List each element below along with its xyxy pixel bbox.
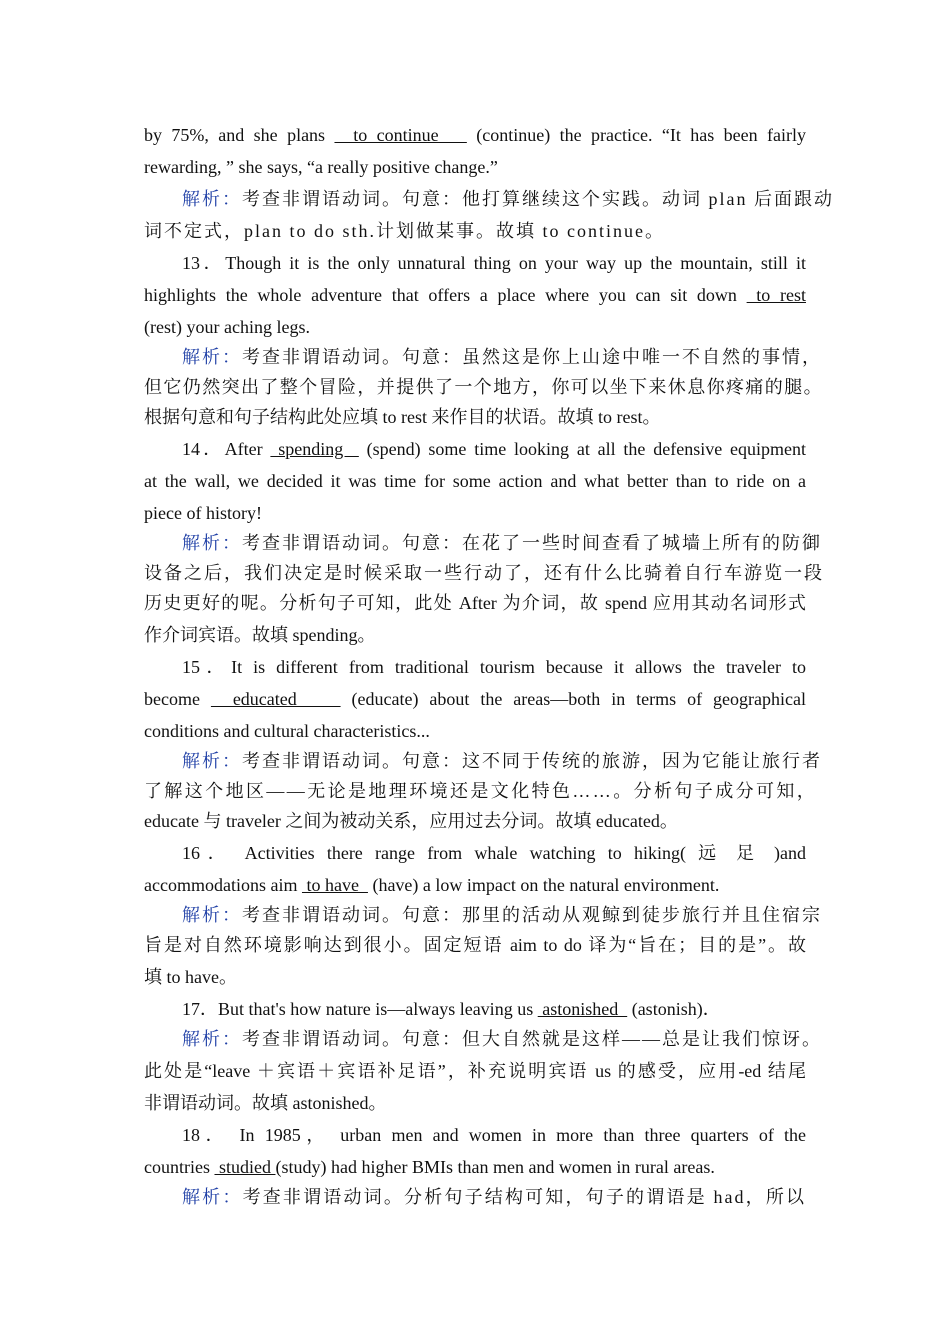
explanation-text: 考查非谓语动词。句意：虽然这是你上山途中唯一不自然的事情， (242, 347, 822, 367)
q13-explanation-3: 根据句意和句子结构此处应填 to rest 来作目的状语。故填 to rest。 (144, 407, 661, 427)
q16-text: accommodations aim (144, 875, 302, 895)
q18-line-1: 18． In 1985， urban men and women in more than three quarters of the (182, 1125, 806, 1145)
explanation-text: 考查非谓语动词。句意：在花了一些时间查看了城墙上所有的防御 (242, 533, 822, 553)
q18-text: countries (144, 1157, 215, 1177)
q16-explanation-1 (182, 900, 822, 930)
explanation-label: 解析： (182, 189, 242, 209)
q16-explanation-2: 旨是对自然环境影响达到很小。固定短语 aim to do 译为“旨在；目的是”。故 (144, 935, 806, 955)
q15-explanation-1 (182, 746, 822, 776)
q17-explanation-2: 此处是“leave ＋宾语＋宾语补足语”，补充说明宾语 us 的感受，应用-ed 结尾 (144, 1061, 806, 1081)
explanation-label: 解析： (182, 1029, 242, 1049)
explanation-label: 解析： (182, 1187, 243, 1207)
q17-explanation-3: 非谓语动词。故填 astonished。 (144, 1093, 387, 1113)
q18-line-2 (144, 1152, 806, 1182)
explanation-label: 解析： (182, 533, 242, 553)
q14-line-3: piece of history! (144, 503, 262, 523)
q14-explanation-1 (182, 528, 822, 558)
q13-answer: to rest (746, 285, 806, 305)
q18-answer: studied (214, 1157, 276, 1177)
q16-line-1: 16． Activities there range from whale watching to hiking( 远 足 )and (182, 843, 806, 863)
q16-text: (have) a low impact on the natural environment. (367, 875, 720, 895)
q13-text: highlights the whole adventure that offers a place where you can sit down (144, 285, 747, 305)
q16-line-2 (144, 870, 806, 900)
q13-line-2 (144, 280, 806, 310)
q13-explanation-2: 但它仍然突出了整个冒险，并提供了一个地方，你可以坐下来休息你疼痛的腿。 (144, 377, 823, 397)
q12-explanation-1 (182, 184, 834, 214)
q14-explanation-2: 设备之后，我们决定是时候采取一些行动了，还有什么比骑着自行车游览一段 (144, 563, 824, 583)
q15-line-3: conditions and cultural characteristics... (144, 721, 430, 741)
explanation-text: 考查非谓语动词。分析句子结构可知，句子的谓语是 had，所以 (242, 1187, 806, 1207)
q12-answer: to continue (334, 125, 467, 145)
q14-explanation-4: 作介词宾语。故填 spending。 (144, 625, 376, 645)
q17-line-1 (182, 994, 806, 1024)
q16-answer: to have (301, 875, 368, 895)
q14-explanation-3: 历史更好的呢。分析句子可知，此处 After 为介词，故 spend 应用其动名词形式 (144, 593, 806, 613)
explanation-text: 考查非谓语动词。句意：那里的活动从观鲸到徒步旅行并且住宿宗 (242, 905, 822, 925)
q17-text: 17．But that's how nature is—always leaving us (182, 999, 538, 1019)
explanation-text: 考查非谓语动词。句意：他打算继续这个实践。动词 plan 后面跟动 (242, 189, 834, 209)
q15-text: (educate) about the areas—both in terms of geographical (340, 689, 806, 709)
explanation-label: 解析： (182, 905, 242, 925)
explanation-text: 考查非谓语动词。句意：但大自然就是这样——总是让我们惊讶。 (242, 1029, 822, 1049)
q15-answer: educated (210, 689, 341, 709)
q15-line-1: 15．It is different from traditional tourism because it allows the traveler to (182, 657, 806, 677)
q16-explanation-3: 填 to have。 (144, 967, 237, 987)
q12-explanation-2: 词不定式，plan to do sth.计划做某事。故填 to continue。 (144, 221, 665, 241)
q18-explanation-1 (182, 1182, 806, 1212)
q12-text: by 75%, and she plans (144, 125, 335, 145)
explanation-label: 解析： (182, 347, 242, 367)
q12-line-1 (144, 120, 806, 150)
q13-explanation-1 (182, 342, 822, 372)
q13-line-1: 13．Though it is the only unnatural thing on your way up the mountain, still it (182, 253, 806, 273)
q15-text: become (144, 689, 211, 709)
q17-explanation-1 (182, 1024, 822, 1054)
explanation-text: 考查非谓语动词。句意：这不同于传统的旅游，因为它能让旅行者 (242, 751, 822, 771)
explanation-label: 解析： (182, 751, 242, 771)
q15-explanation-2: 了解这个地区——无论是地理环境还是文化特色……。分析句子成分可知， (144, 781, 818, 801)
q12-line-2: rewarding, ” she says, “a really positive change.” (144, 157, 498, 177)
q12-text: (continue) the practice. “It has been fairly (466, 125, 806, 145)
q17-answer: astonished (537, 999, 628, 1019)
q15-line-2 (144, 684, 806, 714)
q14-text: (spend) some time looking at all the defensive equipment (358, 439, 806, 459)
q14-line-2: at the wall, we decided it was time for some action and what better than to ride on a (144, 471, 806, 491)
q13-line-3: (rest) your aching legs. (144, 317, 310, 337)
q14-answer: spending (270, 439, 359, 459)
q15-explanation-3: educate 与 traveler 之间为被动关系，应用过去分词。故填 educated。 (144, 811, 678, 831)
q14-line-1 (182, 434, 806, 464)
q17-text: (astonish)． (627, 999, 721, 1019)
q14-text: 14．After (182, 439, 271, 459)
q18-text: (study) had higher BMIs than men and women in rural areas. (275, 1157, 715, 1177)
